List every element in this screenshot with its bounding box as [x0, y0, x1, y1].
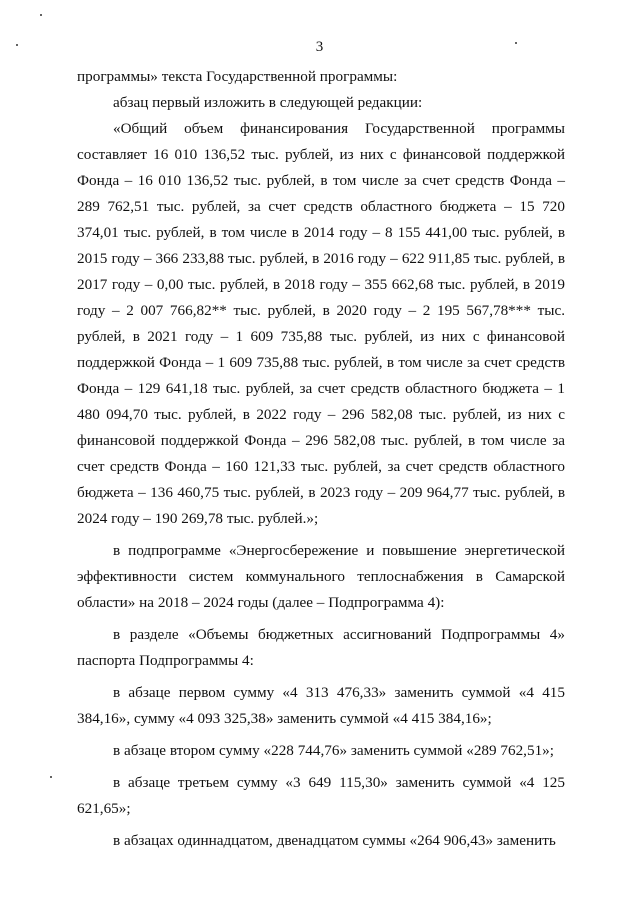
scan-speck [40, 14, 42, 16]
paragraph-first-abzac: в абзаце первом сумму «4 313 476,33» заменить суммой «4 415 384,16», сумму «4 093 325,38» заменить суммой «4 415 384,16»; [77, 684, 565, 727]
paragraph-continuation: программы» текста Государственной программы: [77, 68, 398, 85]
paragraph-third-abzac: в абзаце третьем сумму «3 649 115,30» заменить суммой «4 125 621,65»; [77, 774, 565, 817]
document-body [77, 64, 565, 854]
paragraph-second-abzac: в абзаце втором сумму «228 744,76» заменить суммой «289 762,51»; [113, 742, 554, 759]
paragraph-eleventh-twelfth-abzac: в абзацах одиннадцатом, двенадцатом суммы «264 906,43» заменить [113, 832, 556, 849]
paragraph-subprogram-4: в подпрограмме «Энергосбережение и повышение энергетической эффективности систем коммунального теплоснабжения в Самарской области» на 2018 – 2024 годы (далее – Подпрограмма 4): [77, 542, 565, 611]
paragraph-financing-text: «Общий объем финансирования Государственной программы составляет 16 010 136,52 тыс. рублей, из них с финансовой поддержкой Фонда – 16 010 136,52 тыс. рублей, в том числе за счет средств Фонда – 289 762,51 тыс. рублей, за счет средств областного бюджета – 15 720 374,01 тыс. рублей, в том числе в 2014 году – 8 155 441,00 тыс. рублей, в 2015 году – 366 233,88 тыс. рублей, в 2016 году – 622 911,85 тыс. рублей, в 2017 году – 0,00 тыс. рублей, в 2018 году – 355 662,68 тыс. рублей, в 2019 году – 2 007 766,82** тыс. рублей, в 2020 году – 2 195 567,78*** тыс. рублей, в 2021 году – 1 609 735,88 тыс. рублей, из них с финансовой поддержкой Фонда – 1 609 735,88 тыс. рублей, в том числе за счет средств Фонда – 129 641,18 тыс. рублей, за счет средств областного бюджета – 1 480 094,70 тыс. рублей, в 2022 году – 296 582,08 тыс. рублей, из них с финансовой поддержкой Фонда – 296 582,08 тыс. рублей, в том числе за счет средств Фонда – 160 121,33 тыс. рублей, за счет средств областного бюджета – 136 460,75 тыс. рублей, в 2023 году – 209 964,77 тыс. рублей, в 2024 году – 190 269,78 тыс. рублей.»; [77, 120, 565, 527]
paragraph-instruction: абзац первый изложить в следующей редакции: [113, 94, 423, 111]
page-number: 3 [315, 39, 324, 55]
paragraph-budget-section: в разделе «Объемы бюджетных ассигнований Подпрограммы 4» паспорта Подпрограммы 4: [77, 626, 565, 669]
scan-speck [50, 776, 52, 778]
